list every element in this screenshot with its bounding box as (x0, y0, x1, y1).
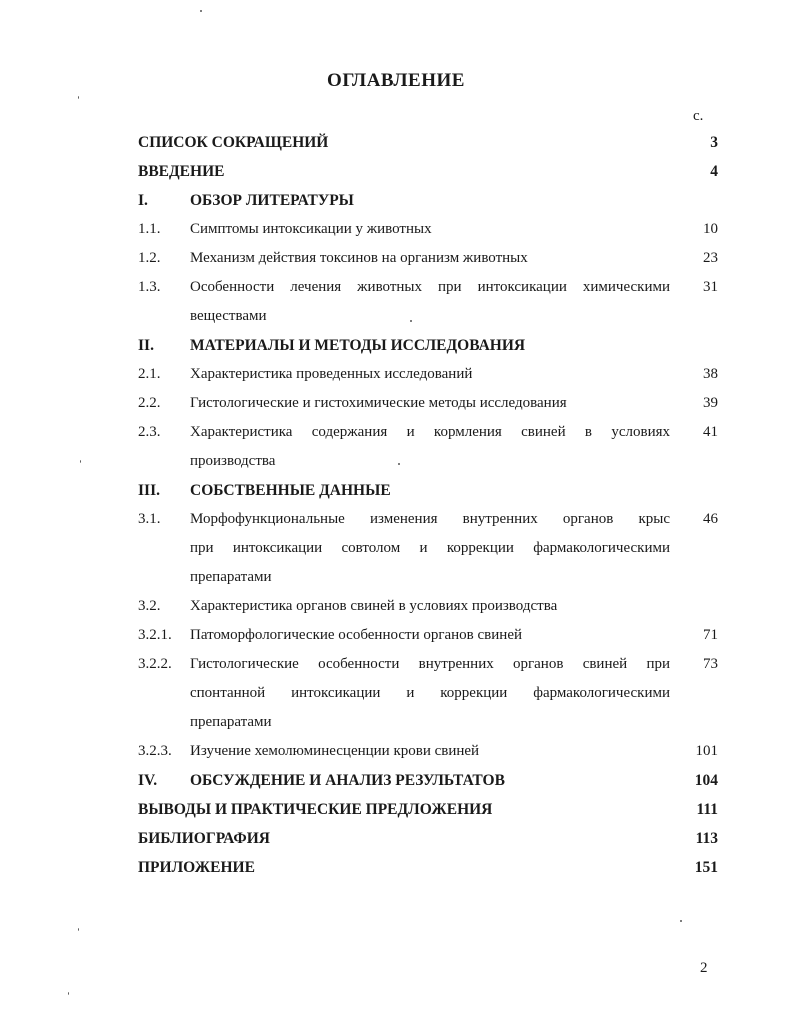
toc-entry-title: ОБСУЖДЕНИЕ И АНАЛИЗ РЕЗУЛЬТАТОВ (190, 772, 505, 789)
scan-speck (78, 96, 79, 99)
toc-entry-title: Симптомы интоксикации у животных (190, 221, 432, 237)
toc-entry (138, 795, 718, 824)
toc-entry (138, 331, 718, 360)
toc-entry-number: III. (138, 482, 160, 499)
toc-entry (138, 621, 718, 650)
toc-entry-page: 31 (703, 279, 718, 295)
toc-entry (138, 244, 718, 273)
toc-entry-page: 104 (694, 772, 718, 789)
toc-entry-title: ОБЗОР ЛИТЕРАТУРЫ (190, 192, 354, 209)
toc-entry-continuation (138, 708, 718, 737)
toc-entry (138, 186, 718, 215)
toc-entry-number: 1.1. (138, 221, 161, 237)
toc-entry (138, 824, 718, 853)
toc-entry (138, 128, 718, 157)
toc-entry-number: 3.2. (138, 598, 161, 614)
table-of-contents (138, 128, 718, 882)
toc-entry-title: Характеристика органов свиней в условиях производства (190, 598, 558, 614)
toc-entry-page: 39 (703, 395, 718, 411)
toc-entry-continuation (138, 534, 718, 563)
toc-entry-number: 1.2. (138, 250, 161, 266)
page-number: 2 (700, 960, 708, 976)
toc-entry (138, 273, 718, 302)
toc-entry-number: 2.3. (138, 424, 161, 440)
toc-entry-title: СОБСТВЕННЫЕ ДАННЫЕ (190, 482, 391, 499)
toc-entry-page: 73 (703, 656, 718, 672)
toc-entry-page: 10 (703, 221, 718, 237)
toc-entry-title: МАТЕРИАЛЫ И МЕТОДЫ ИССЛЕДОВАНИЯ (190, 337, 526, 354)
toc-entry-title: препаратами (190, 714, 272, 730)
toc-entry-title: Изучение хемолюминесценции крови свиней (190, 743, 480, 759)
toc-entry-title: Характеристика содержания и кормления свиней в условиях (190, 424, 670, 440)
toc-entry-title: Патоморфологические особенности органов свиней (190, 627, 522, 643)
toc-entry-number: I. (138, 192, 148, 209)
toc-entry-number: 1.3. (138, 279, 161, 295)
toc-entry-title: СПИСОК СОКРАЩЕНИЙ (138, 134, 329, 151)
toc-entry-title: Гистологические и гистохимические методы исследования (190, 395, 567, 411)
toc-entry-title: БИБЛИОГРАФИЯ (138, 830, 270, 847)
toc-entry-title: веществами (190, 308, 267, 324)
toc-entry-title: Характеристика проведенных исследований (190, 366, 473, 382)
toc-entry-number: 3.2.1. (138, 627, 172, 643)
toc-entry (138, 650, 718, 679)
toc-entry-title: Морфофункциональные изменения внутренних органов крыс (190, 511, 670, 527)
toc-entry-page: 23 (703, 250, 718, 266)
scan-speck (78, 928, 79, 931)
toc-entry-continuation (138, 563, 718, 592)
toc-entry (138, 853, 718, 882)
toc-entry-page: 111 (696, 801, 718, 818)
toc-entry-number: 3.1. (138, 511, 161, 527)
toc-entry-title: спонтанной интоксикации и коррекции фармакологическими (190, 685, 670, 701)
toc-entry-title: ВВЕДЕНИЕ (138, 163, 225, 180)
toc-entry (138, 476, 718, 505)
toc-entry-number: 3.2.3. (138, 743, 172, 759)
toc-entry-title: ПРИЛОЖЕНИЕ (138, 859, 255, 876)
toc-entry-page: 3 (710, 134, 718, 151)
scan-speck (680, 920, 682, 922)
toc-entry (138, 215, 718, 244)
toc-entry-number: 3.2.2. (138, 656, 172, 672)
page-column-label: с. (693, 108, 704, 124)
toc-entry-page: 151 (694, 859, 718, 876)
toc-entry-page: 46 (703, 511, 718, 527)
toc-entry-title: препаратами (190, 569, 272, 585)
toc-entry-number: II. (138, 337, 154, 354)
toc-entry (138, 389, 718, 418)
toc-entry (138, 592, 718, 621)
toc-entry-page: 113 (695, 830, 718, 847)
toc-entry (138, 157, 718, 186)
toc-entry-continuation (138, 679, 718, 708)
scan-speck (398, 463, 400, 465)
toc-entry-number: 2.1. (138, 366, 161, 382)
toc-entry (138, 766, 718, 795)
scan-speck (68, 992, 69, 995)
toc-entry-number: IV. (138, 772, 158, 789)
toc-entry-title: Гистологические особенности внутренних органов свиней при (190, 656, 670, 672)
toc-entry-page: 41 (703, 424, 718, 440)
toc-entry-title: производства (190, 453, 276, 469)
toc-entry-page: 38 (703, 366, 718, 382)
toc-entry-title: Особенности лечения животных при интоксикации химическими (190, 279, 670, 295)
toc-entry-continuation (138, 302, 718, 331)
toc-entry-title: при интоксикации совтолом и коррекции фармакологическими (190, 540, 670, 556)
toc-entry (138, 360, 718, 389)
toc-entry-title: Механизм действия токсинов на организм животных (190, 250, 528, 266)
scan-speck (80, 460, 81, 463)
toc-entry-page: 4 (710, 163, 718, 180)
toc-entry-page: 71 (703, 627, 718, 643)
toc-entry-number: 2.2. (138, 395, 161, 411)
toc-entry (138, 737, 718, 766)
toc-entry-title: ВЫВОДЫ И ПРАКТИЧЕСКИЕ ПРЕДЛОЖЕНИЯ (138, 801, 493, 818)
toc-entry-page: 101 (695, 743, 718, 759)
toc-entry (138, 418, 718, 447)
toc-entry (138, 505, 718, 534)
page-title: ОГЛАВЛЕНИЕ (327, 70, 465, 91)
scan-speck (410, 320, 412, 322)
toc-entry-continuation (138, 447, 718, 476)
scan-speck (200, 10, 202, 12)
